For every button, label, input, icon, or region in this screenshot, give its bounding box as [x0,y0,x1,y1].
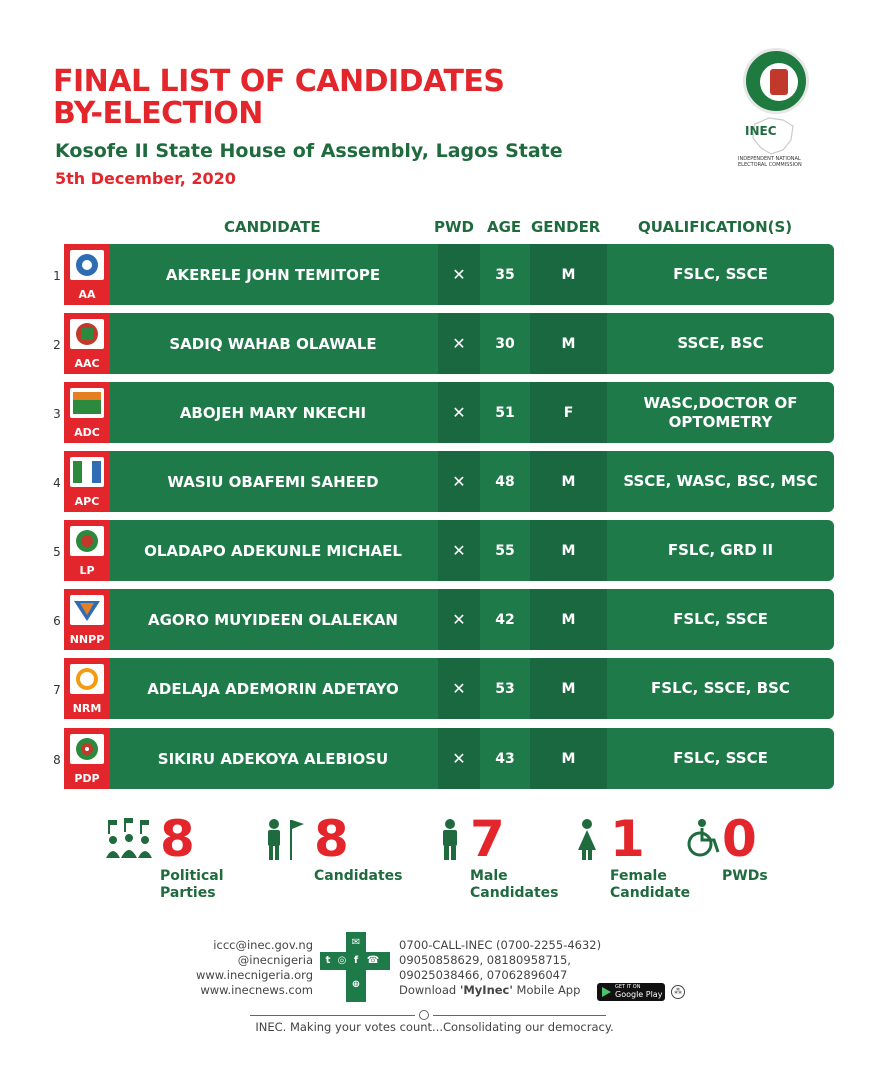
col-age: AGE [487,218,522,236]
row-number: 3 [53,407,61,421]
age-value: 53 [495,680,515,697]
google-play-icon [602,987,611,997]
col-candidate: CANDIDATE [224,218,321,236]
row-number: 2 [53,338,61,352]
pwd-value: ✕ [438,728,480,789]
party-abbr: PDP [74,772,100,785]
table-row [53,244,834,305]
row-number: 6 [53,614,61,628]
gender-value: M [530,658,607,719]
app-name: 'MyInec' [459,983,513,997]
party-logo-icon [70,734,104,764]
candidate-name: ADELAJA ADEMORIN ADETAYO [147,679,399,698]
candidate-name: AKERELE JOHN TEMITOPE [165,265,381,284]
age-value: 43 [495,750,515,767]
pwd-value: ✕ [438,658,480,719]
party-logo-icon [70,526,104,556]
phone-icon: ☎ [366,955,380,966]
table-row [53,382,834,443]
people-flags-icon [104,818,156,858]
pwd-value: ✕ [438,382,480,443]
party-abbr: NNPP [69,633,105,646]
election-date: 5th December, 2020 [55,169,236,188]
gender-value: M [530,244,607,305]
stat-label: Candidate [610,885,691,901]
page-subtitle: Kosofe II State House of Assembly, Lagos State [55,140,563,162]
qualification-value: FSLC, SSCE [673,610,768,628]
candidate-name: SADIQ WAHAB OLAWALE [169,334,377,353]
age-value: 55 [495,542,515,559]
contact-phone[interactable]: 09025038466, 07062896047 [399,968,568,982]
globe-icon: ⊕ [351,979,361,990]
table-row [53,658,834,719]
party-logo-icon [70,457,104,487]
gender-value: M [530,451,607,512]
footer-divider [250,1015,415,1016]
stat-value: 1 [610,810,645,868]
mail-icon: ✉ [351,937,361,948]
pwd-value: ✕ [438,589,480,650]
row-number: 7 [53,683,61,697]
row-number: 8 [53,753,61,767]
table-row [53,728,834,789]
twitter-icon: t [325,955,331,966]
stat-label: PWDs [722,868,768,884]
party-badge [64,520,110,581]
stat-label: Political [160,868,224,884]
candidate-name: AGORO MUYIDEEN OLALEKAN [148,610,398,629]
candidate-name: WASIU OBAFEMI SAHEED [167,472,379,491]
age-value: 51 [495,404,515,421]
person-flag-icon [264,818,306,862]
party-logo-icon [70,388,104,418]
stat-value: 8 [314,810,349,868]
candidate-name: SIKIRU ADEKOYA ALEBIOSU [157,749,389,768]
qualification-value: FSLC, SSCE [673,749,768,767]
party-abbr: AA [78,288,96,301]
page-title-line2: BY-ELECTION [53,96,263,131]
stat-value: 0 [722,810,757,868]
female-icon [576,818,598,862]
stat-value: 7 [470,810,505,868]
row-number: 4 [53,476,61,490]
stat-label: Male [470,868,508,884]
age-value: 35 [495,266,515,283]
qualification-value: WASC,DOCTOR OF OPTOMETRY [643,393,798,431]
download-app-text: Download 'MyInec' Mobile App [399,983,581,997]
contact-phone[interactable]: 0700-CALL-INEC (0700-2255-4632) [399,938,602,952]
coat-of-arms-icon [743,48,809,114]
party-badge [64,313,110,374]
logo-caption: INDEPENDENT NATIONAL ELECTORAL COMMISSION [738,156,802,168]
qualification-value: FSLC, SSCE, BSC [651,679,790,697]
qualification-value: SSCE, WASC, BSC, MSC [623,472,818,490]
party-badge [64,244,110,305]
stat-value: 8 [160,810,195,868]
page-title-line1: FINAL LIST OF CANDIDATES [53,64,505,99]
party-abbr: AAC [74,357,100,370]
party-abbr: NRM [72,702,102,715]
contact-left [180,938,313,998]
gender-value: F [530,382,607,443]
party-abbr: ADC [74,426,100,439]
footer-divider [433,1015,606,1016]
party-logo-icon [70,250,104,280]
party-logo-icon [70,319,104,349]
contact-phone[interactable]: 09050858629, 08180958715, [399,953,571,967]
gender-value: M [530,313,607,374]
row-number: 5 [53,545,61,559]
age-value: 42 [495,611,515,628]
facebook-icon: f [353,955,359,966]
qualification-value: SSCE, BSC [677,334,764,352]
age-value: 30 [495,335,515,352]
footer-divider-dot [419,1010,429,1020]
party-badge [64,728,110,789]
pwd-value: ✕ [438,244,480,305]
row-number: 1 [53,269,61,283]
stat-label: Parties [160,885,216,901]
table-row [53,589,834,650]
male-icon [440,818,460,862]
table-row [53,313,834,374]
contact-email[interactable]: iccc@inec.gov.ng [213,938,313,952]
gender-value: M [530,589,607,650]
party-badge [64,658,110,719]
candidate-name: ABOJEH MARY NKECHI [179,403,367,422]
contact-handle[interactable]: @inecnigeria [237,953,313,967]
instagram-icon: ◎ [337,955,347,966]
qualification-value: FSLC, SSCE [673,265,768,283]
age-value: 48 [495,473,515,490]
gender-value: M [530,520,607,581]
stat-label: Candidates [470,885,559,901]
party-badge [64,589,110,650]
inec-logo [735,48,819,178]
party-badge [64,451,110,512]
col-pwd: PWD [434,218,474,236]
pwd-value: ✕ [438,451,480,512]
candidate-name: OLADAPO ADEKUNLE MICHAEL [144,541,402,560]
pwd-value: ✕ [438,313,480,374]
stat-label: Candidates [314,868,403,884]
logo-name: INEC [745,124,777,138]
contact-website[interactable]: www.inecnigeria.org [195,968,313,982]
party-logo-icon [70,664,104,694]
qualification-value: FSLC, GRD II [667,541,774,559]
google-play-button[interactable]: GET IT ON Google Play [597,983,665,1001]
gender-value: M [530,728,607,789]
wheelchair-icon [686,818,722,858]
blackberry-icon[interactable]: ⁂ [671,985,685,999]
col-gender: GENDER [531,218,601,236]
party-abbr: APC [74,495,100,508]
party-abbr: LP [79,564,95,577]
table-row [53,520,834,581]
party-logo-icon [70,595,104,625]
stat-label: Female [610,868,667,884]
table-row [53,451,834,512]
footer-slogan: INEC. Making your votes count...Consolidating our democracy. [255,1020,614,1034]
party-badge [64,382,110,443]
col-qualification: QUALIFICATION(S) [638,218,793,236]
pwd-value: ✕ [438,520,480,581]
contact-website[interactable]: www.inecnews.com [200,983,313,997]
